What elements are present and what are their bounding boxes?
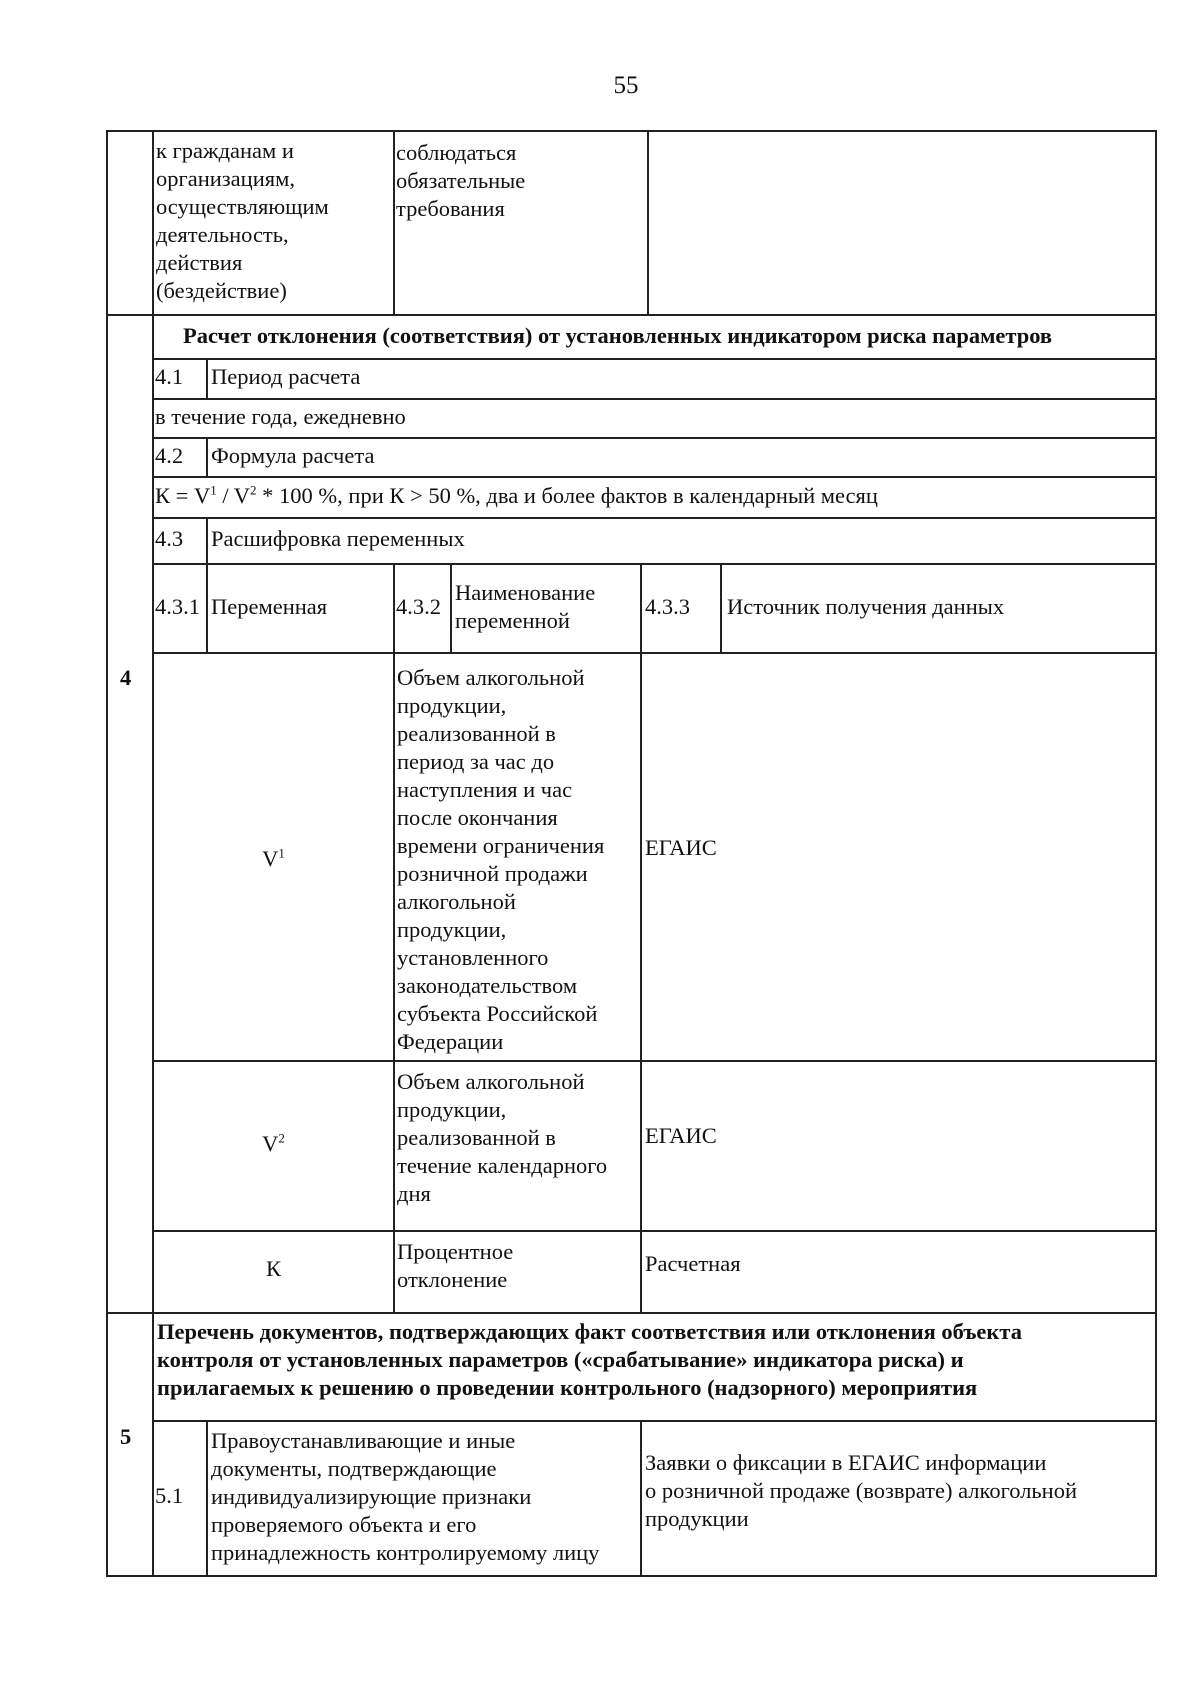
item-text: проверяемого объекта и его [211,1512,477,1537]
variable-name: алкогольной [397,889,516,914]
data-source: ЕГАИС [645,835,717,860]
variable-name: установленного [397,945,549,970]
variable-base: К [265,1256,281,1281]
variable-symbol [154,1255,393,1284]
item-text: индивидуализирующие признаки [211,1484,532,1509]
variable-base: V [262,1131,279,1156]
row-divider [152,358,1155,360]
row-divider [152,398,1155,400]
variable-name: продукции, [397,693,507,718]
column-header: Наименование [455,580,596,605]
variable-superscript: 2 [278,1130,285,1146]
item-label: Период расчета [211,364,361,389]
item-text: Правоустанавливающие и иные [211,1428,516,1453]
column-divider [640,652,642,1312]
column-divider [393,130,395,314]
variable-name: Федерации [397,1029,504,1054]
data-source: продукции [645,1506,749,1531]
row-divider [152,476,1155,478]
variable-name: Объем алкогольной [397,1069,585,1094]
cell-text: к гражданам и [156,138,294,163]
column-header: Источник получения данных [727,594,1005,619]
data-source: ЕГАИС [645,1123,717,1148]
row-divider [152,652,1155,654]
variable-name: законодательством [397,973,578,998]
column-divider [647,130,649,314]
row-divider [152,1060,1155,1062]
item-label: Расшифровка переменных [211,526,465,551]
table-border [1155,130,1157,1577]
row-divider [106,1312,1155,1314]
header-number: 4.3.2 [396,594,441,619]
column-divider [720,563,722,652]
item-text: принадлежность контролируемому лицу [211,1540,600,1565]
item-value: в течение года, ежедневно [155,404,406,429]
variable-name: дня [397,1181,431,1206]
table-border [106,1575,1155,1577]
cell-text: организациям, [156,166,295,191]
row-divider [152,563,1155,565]
variable-name: наступления и час [397,777,573,802]
data-source: о розничной продаже (возврате) алкогольной [645,1478,1078,1503]
variable-name: розничной продажи [397,861,588,886]
formula-part: / V [216,483,251,508]
cell-text: деятельность, [156,222,289,247]
section-heading: Расчет отклонения (соответствия) от установленных индикатором риска параметров [183,323,1053,348]
variable-name: продукции, [397,917,507,942]
page-number: 55 [613,72,639,99]
variable-name: течение календарного [397,1153,608,1178]
variable-name: после окончания [397,805,558,830]
column-divider [640,1420,642,1575]
variable-base: V [262,846,279,871]
row-divider [152,1230,1155,1232]
variable-name: субъекта Российской [397,1001,598,1026]
variable-symbol [154,1130,393,1159]
formula-superscript: 2 [250,482,257,498]
cell-text: обязательные [396,168,526,193]
column-divider [206,563,208,652]
cell-text: соблюдаться [396,140,517,165]
column-divider [206,358,208,398]
row-divider [152,1420,1155,1422]
column-header: Переменная [211,594,328,619]
item-number: 4.3 [155,526,184,551]
section-heading: прилагаемых к решению о проведении контрольного (надзорного) мероприятия [157,1375,978,1400]
cell-text: осуществляющим [156,194,329,219]
row-divider [106,314,1155,316]
section-heading: контроля от установленных параметров («срабатывание» индикатора риска) и [157,1347,964,1372]
data-source: Заявки о фиксации в ЕГАИС информации [645,1450,1047,1475]
table-border [106,130,1155,132]
variable-name: времени ограничения [397,833,605,858]
variable-name: Объем алкогольной [397,665,585,690]
column-divider [450,563,452,652]
item-number: 4.1 [155,364,184,389]
section-heading: Перечень документов, подтверждающих факт соответствия или отклонения объекта [157,1319,1022,1344]
cell-text: требования [396,196,505,221]
section-number: 4 [120,665,132,690]
formula-part: * 100 %, при К > 50 %, два и более фактов в календарный месяц [256,483,878,508]
formula [155,482,878,511]
variable-name: отклонение [397,1267,508,1292]
variable-symbol [154,845,393,874]
column-divider [206,437,208,476]
header-number: 4.3.3 [645,594,690,619]
data-source: Расчетная [645,1251,741,1276]
formula-part: К = V [155,483,211,508]
cell-text: действия [156,250,243,275]
variable-name: продукции, [397,1097,507,1122]
variable-name: реализованной в [397,1125,556,1150]
item-label: Формула расчета [211,443,375,468]
variable-name: реализованной в [397,721,556,746]
column-divider [640,563,642,652]
item-number: 5.1 [155,1483,184,1508]
item-text: документы, подтверждающие [211,1456,497,1481]
column-divider [393,652,395,1312]
column-divider [206,517,208,563]
variable-superscript: 1 [278,845,285,861]
row-divider [152,437,1155,439]
row-divider [152,517,1155,519]
cell-text: (бездействие) [156,278,287,303]
variable-name: период за час до [397,749,555,774]
header-number: 4.3.1 [155,594,200,619]
column-header: переменной [455,608,570,633]
column-divider [393,563,395,652]
column-divider [206,1420,208,1575]
table-border [106,130,108,1577]
item-number: 4.2 [155,443,184,468]
section-number: 5 [120,1424,132,1449]
formula-superscript: 1 [210,482,217,498]
variable-name: Процентное [397,1239,514,1264]
